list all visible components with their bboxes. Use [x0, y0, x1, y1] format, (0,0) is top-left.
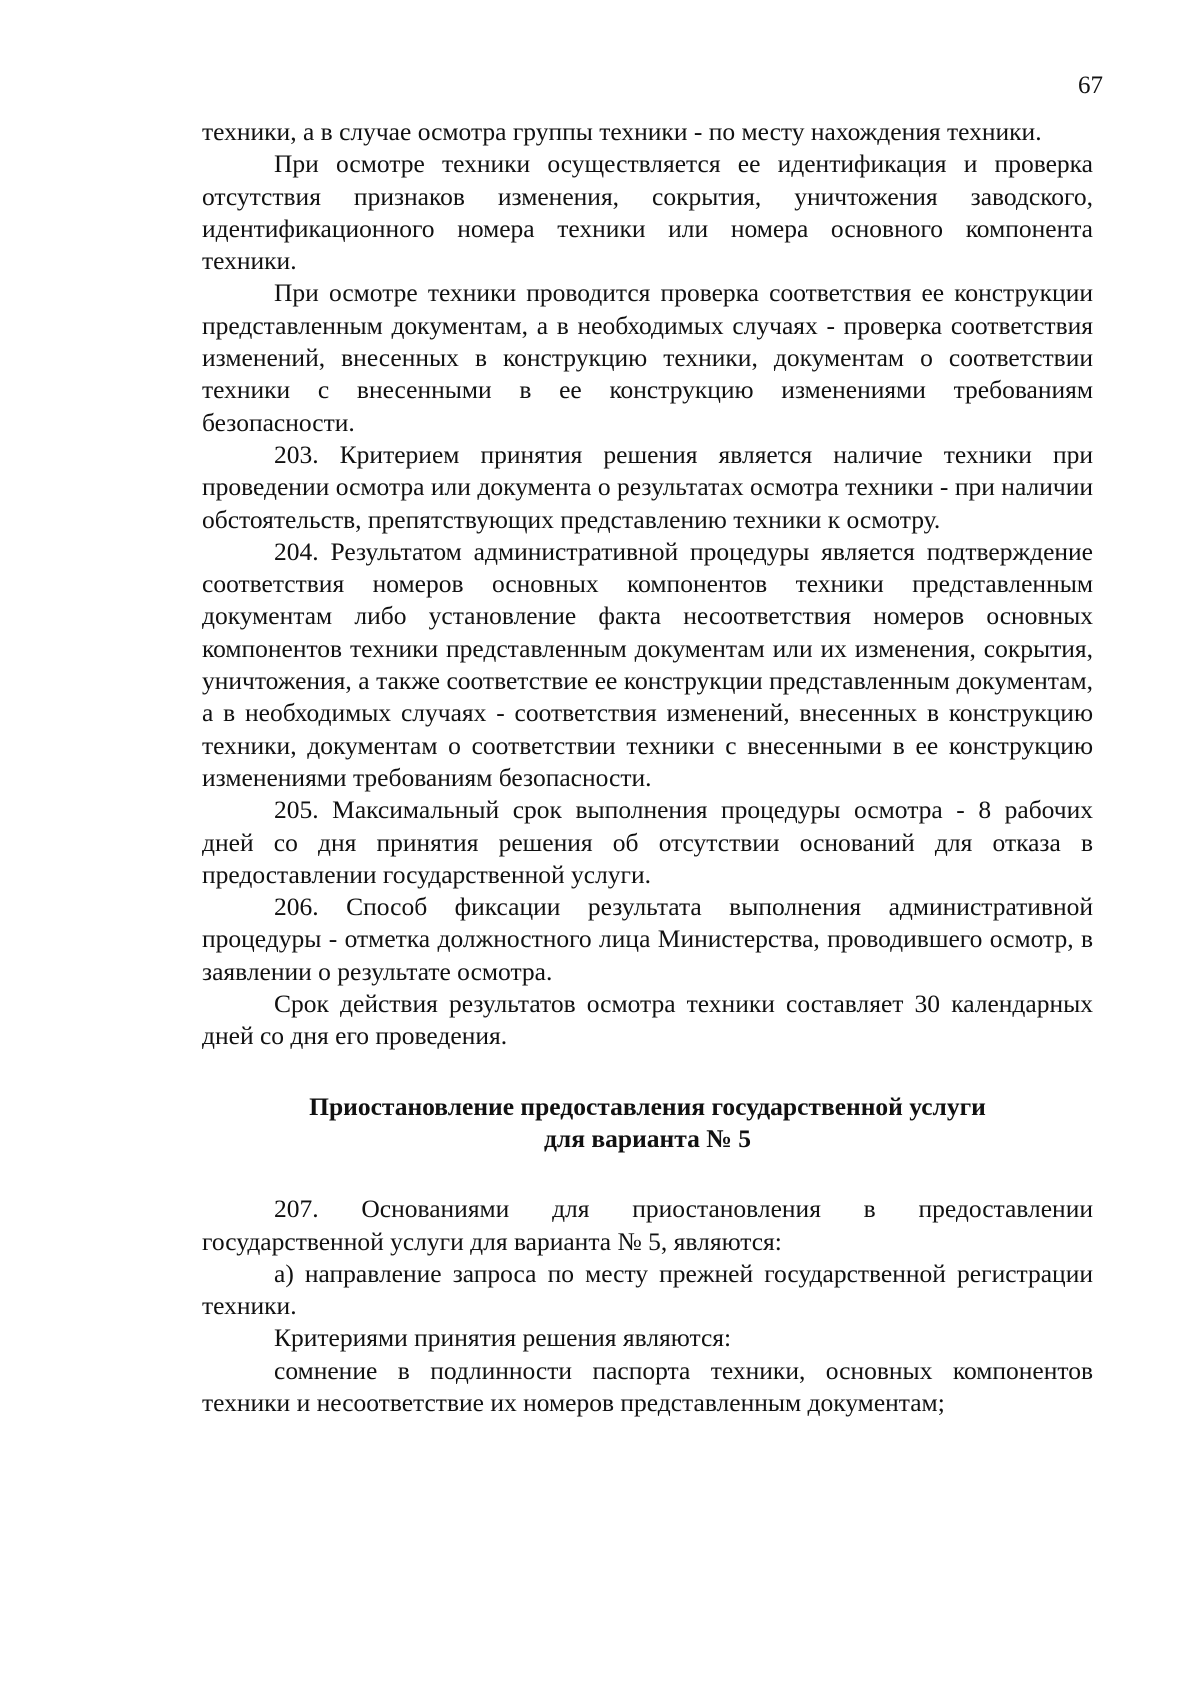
- paragraph-207-item-a: а) направление запроса по месту прежней государственной регистрации техники.: [202, 1258, 1093, 1321]
- paragraph-validity-period: Срок действия результатов осмотра техники составляет 30 календарных дней со дня его проведения.: [202, 989, 1093, 1051]
- section-heading-line-2: для варианта № 5: [544, 1123, 751, 1153]
- paragraph-criteria: Критериями принятия решения являются:: [274, 1323, 732, 1353]
- page-number: 67: [1078, 72, 1103, 99]
- paragraph-207: 207. Основаниями для приостановления в предоставлении государственной услуги для варианта № 5, являются:: [202, 1194, 1093, 1256]
- section-heading: [202, 1091, 1093, 1156]
- paragraph-206: 206. Способ фиксации результата выполнения административной процедуры - отметка должностного лица Министерства, проводившего осмотр, в заявлении о результате осмотра.: [202, 892, 1093, 986]
- paragraph-identification: При осмотре техники осуществляется ее идентификация и проверка отсутствия признаков изменения, сокрытия, уничтожения заводского, идентификационного номера техники или номера основного компонента техники.: [202, 149, 1093, 276]
- section-heading-line-1: Приостановление предоставления государственной услуги: [309, 1091, 986, 1121]
- paragraph-204: 204. Результатом административной процедуры является подтверждение соответствия номеров основных компонентов техники представленным документам либо установление факта несоответствия номеров основных компонентов техники представленным документам или их изменения, сокрытия, уничтожения, а также соответствие ее конструкции представленным документам, а в необходимых случаях - соответствия изменений, внесенных в конструкцию техники, документам о соответствии техники с внесенными в ее конструкцию изменениями требованиям безопасности.: [202, 536, 1093, 792]
- paragraph-conformity-check: При осмотре техники проводится проверка соответствия ее конструкции представленным документам, а в необходимых случаях - проверка соответствия изменений, внесенных в конструкцию техники, документам о соответствии техники с внесенными в ее конструкцию изменениями требованиям безопасности.: [202, 278, 1093, 437]
- paragraph-203: 203. Критерием принятия решения является наличие техники при проведении осмотра или документа о результатах осмотра техники - при наличии обстоятельств, препятствующих представлению техники к осмотру.: [202, 439, 1093, 534]
- paragraph-continuation: техники, а в случае осмотра группы техники - по месту нахождения техники.: [202, 117, 1042, 146]
- paragraph-doubt: сомнение в подлинности паспорта техники, основных компонентов техники и несоответствие их номеров представленным документам;: [202, 1355, 1093, 1417]
- document-body: [202, 116, 1093, 1419]
- paragraph-205: 205. Максимальный срок выполнения процедуры осмотра - 8 рабочих дней со дня принятия решения об отсутствии оснований для отказа в предоставлении государственной услуги.: [202, 795, 1093, 889]
